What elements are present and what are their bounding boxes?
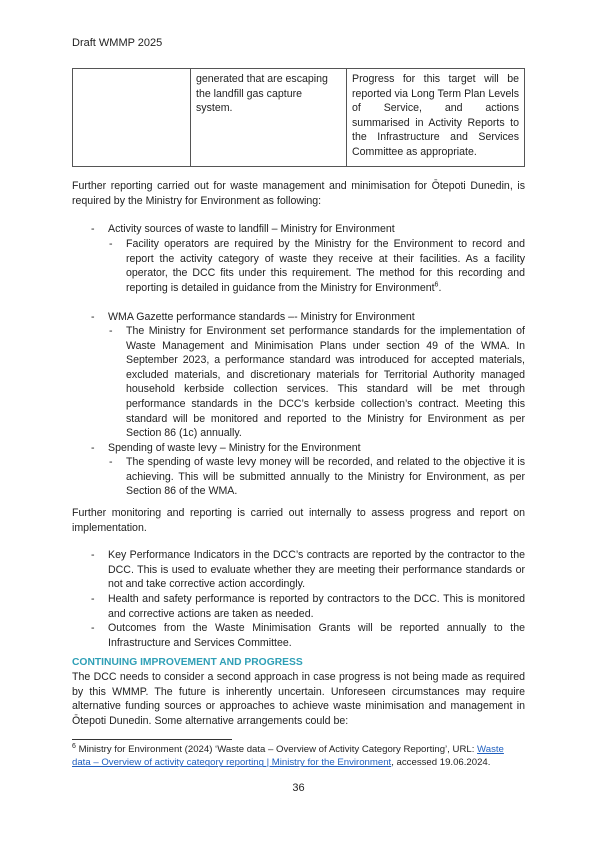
footnote-divider — [72, 739, 232, 740]
list-item-title: WMA Gazette performance standards –- Ministry for Environment — [108, 311, 415, 323]
table-row — [73, 69, 525, 167]
internal-intro-paragraph: Further monitoring and reporting is carried out internally to assess progress and report on implementation. — [72, 507, 525, 534]
footnote-number: 6 — [72, 742, 76, 750]
table-cell-empty — [73, 69, 191, 167]
sub-item-text: Facility operators are required by the Ministry for the Environment to record and report the activity category of waste they receive at their facilities. As a facility operator, the DCC fits under this requirement. The method for this recording and reporting is detailed in guidance from the Ministry for Environment — [126, 238, 525, 294]
table-cell-target: generated that are escaping the landfill gas capture system. — [191, 69, 347, 167]
footnote-text: Ministry for Environment (2024) ‘Waste data – Overview of Activity Category Reporting’, URL: — [75, 744, 478, 755]
sub-list-item: The Ministry for Environment set performance standards for the implementation of Waste Management and Minimisation Plans under section 49 of the WMA. In September 2023, a performance standard was introduced for accepted materials, excluded materials, and discretionary materials for Territorial Authority managed household kerbside collection services. This standard will be met through performance standards in the DCC’s kerbside collection’s contract. Meeting this standard will be monitored and reported to the Ministry for Environment as per Section 86 (1c) annually. — [126, 325, 525, 440]
footnote-link[interactable]: Waste data – Overview of activity category reporting | Ministry for the Environment — [72, 744, 504, 769]
closing-paragraph: The DCC needs to consider a second approach in case progress is not being made as required by this WMMP. The future is inherently uncertain. Unforeseen circumstances may require alternative funding sources or approaches to achieve waste minimisation and management in Ōtepoti Dunedin. Some alternative arrangements could be: — [72, 671, 525, 727]
list-dash: - — [91, 223, 95, 235]
list-item-title: Activity sources of waste to landfill – Ministry for Environment — [108, 223, 395, 235]
list-dash: - — [91, 622, 95, 634]
footnote-ref[interactable]: 6 — [434, 281, 439, 289]
footnote-accessed: , accessed 19.06.2024. — [391, 757, 491, 769]
list-dash: - — [91, 311, 95, 323]
page-number: 36 — [292, 782, 305, 794]
section-heading: CONTINUING IMPROVEMENT AND PROGRESS — [72, 657, 303, 668]
list-dash: - — [91, 593, 95, 605]
sub-item-end: . — [438, 281, 442, 294]
intro-paragraph: Further reporting carried out for waste management and minimisation for Ōtepoti Dunedin, is required by the Ministry for Environment as following: — [72, 180, 525, 207]
list-item-title: Spending of waste levy – Ministry for the Environment — [108, 442, 361, 454]
sub-list-dash: - — [109, 238, 113, 250]
sub-list-dash: - — [109, 325, 113, 337]
table-cell-reporting: Progress for this target will be reported via Long Term Plan Levels of Service, and actions summarised in Activity Reports to the Infrastructure and Services Committee as appropriate. — [347, 69, 525, 167]
list-dash: - — [91, 549, 95, 561]
sub-list-item — [126, 237, 525, 295]
document-header: Draft WMMP 2025 — [72, 37, 163, 49]
list-dash: - — [91, 442, 95, 454]
internal-list-item: Key Performance Indicators in the DCC’s contracts are reported by the contractor to the DCC. This is used to evaluate whether they are meeting their performance standards or not and take corrective action accordingly. — [108, 549, 525, 591]
continuation-table — [72, 68, 525, 167]
sub-list-dash: - — [109, 456, 113, 468]
internal-list-item: Outcomes from the Waste Minimisation Grants will be reported annually to the Infrastructure and Services Committee. — [108, 622, 525, 649]
sub-list-item: The spending of waste levy money will be recorded, and related to the objective it is achieving. This will be submitted annually to the Ministry for Environment, as per Section 86 of the WMA. — [126, 456, 525, 498]
footnote — [72, 743, 525, 770]
internal-list-item: Health and safety performance is reported by contractors to the DCC. This is monitored and corrective actions are taken as needed. — [108, 593, 525, 620]
